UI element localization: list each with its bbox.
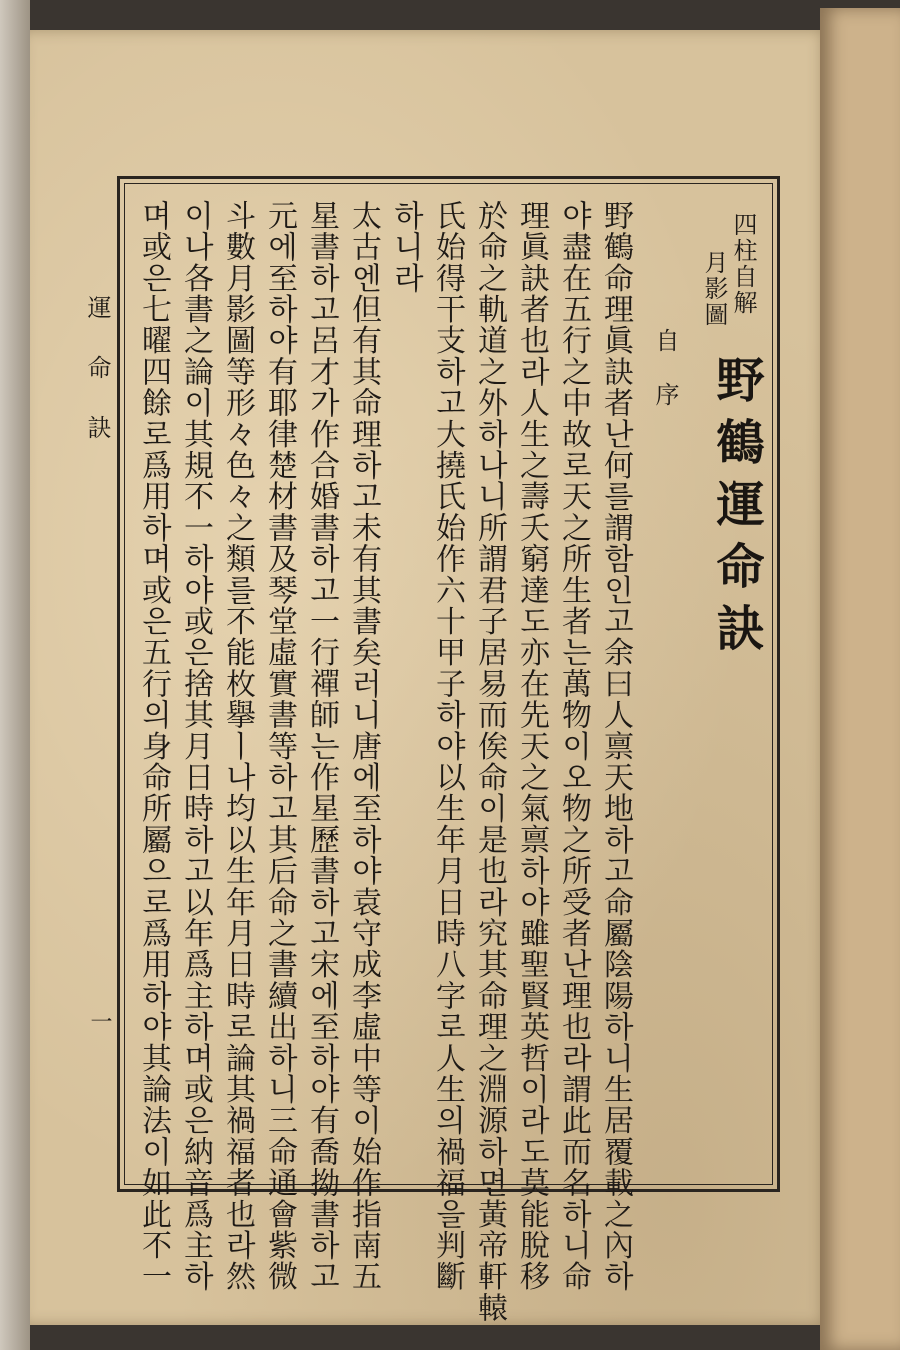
text-column-10: 斗數月影圖等形々色々之類를不能枚擧ㅣ나均以生年月日時로論其禍福者也라然 [220, 200, 255, 1292]
adjacent-page-edge [0, 0, 30, 1350]
preface-heading: 自序 [651, 328, 679, 436]
book-title: 野鶴運命訣 [708, 355, 764, 665]
text-column-1: 野鶴命理眞訣者난何를謂함인고余曰人禀天地하고命屬陰陽하니生居覆載之內하 [598, 200, 633, 1292]
subtitle-line-1: 四柱自解 [729, 212, 757, 316]
text-column-8: 星書하고呂才가作合婚書하고一行禪師는作星歷書하고宋에至하야有喬拗書하고 [304, 200, 339, 1292]
text-column-9: 元에至하야有耶律楚材書及琴堂虛實書等하고其后命之書續出하니三命通會紫微 [262, 200, 297, 1292]
text-column-5: 氏始得干支하고大撓氏始作六十甲子하야以生年月日時八字로人生의禍福을判斷 [430, 200, 465, 1292]
text-column-7: 太古엔但有其命理하고未有其書矣러니唐에至하야袁守成李虛中等이始作指南五 [346, 200, 381, 1292]
text-column-2: 야盡在五行之中故로天之所生者는萬物이오物之所受者난理也라謂此而名하니命 [556, 200, 591, 1292]
subtitle-line-2: 月影圖 [700, 250, 728, 328]
text-column-4: 於命之軌道之外하나니所謂君子居易而俟命이是也라究其命理之淵源하면黃帝軒轅 [472, 200, 507, 1324]
text-column-3: 理眞訣者也라人生之壽夭窮達도亦在先天之氣禀하야雖聖賢英哲이라도莫能脫移 [514, 200, 549, 1292]
running-head: 運命訣 [83, 295, 111, 475]
text-column-12: 며或은七曜四餘로爲用하며或은五行의身命所屬으로爲用하야其論法이如此不一 [136, 200, 171, 1292]
book-spine-edge [820, 8, 900, 1350]
text-column-11: 이나各書之論이其規不一하야或은捨其月日時하고以年爲主하며或은納音爲主하 [178, 200, 213, 1292]
text-column-6: 하니라 [388, 200, 423, 294]
page-number: 一 [87, 1010, 112, 1032]
